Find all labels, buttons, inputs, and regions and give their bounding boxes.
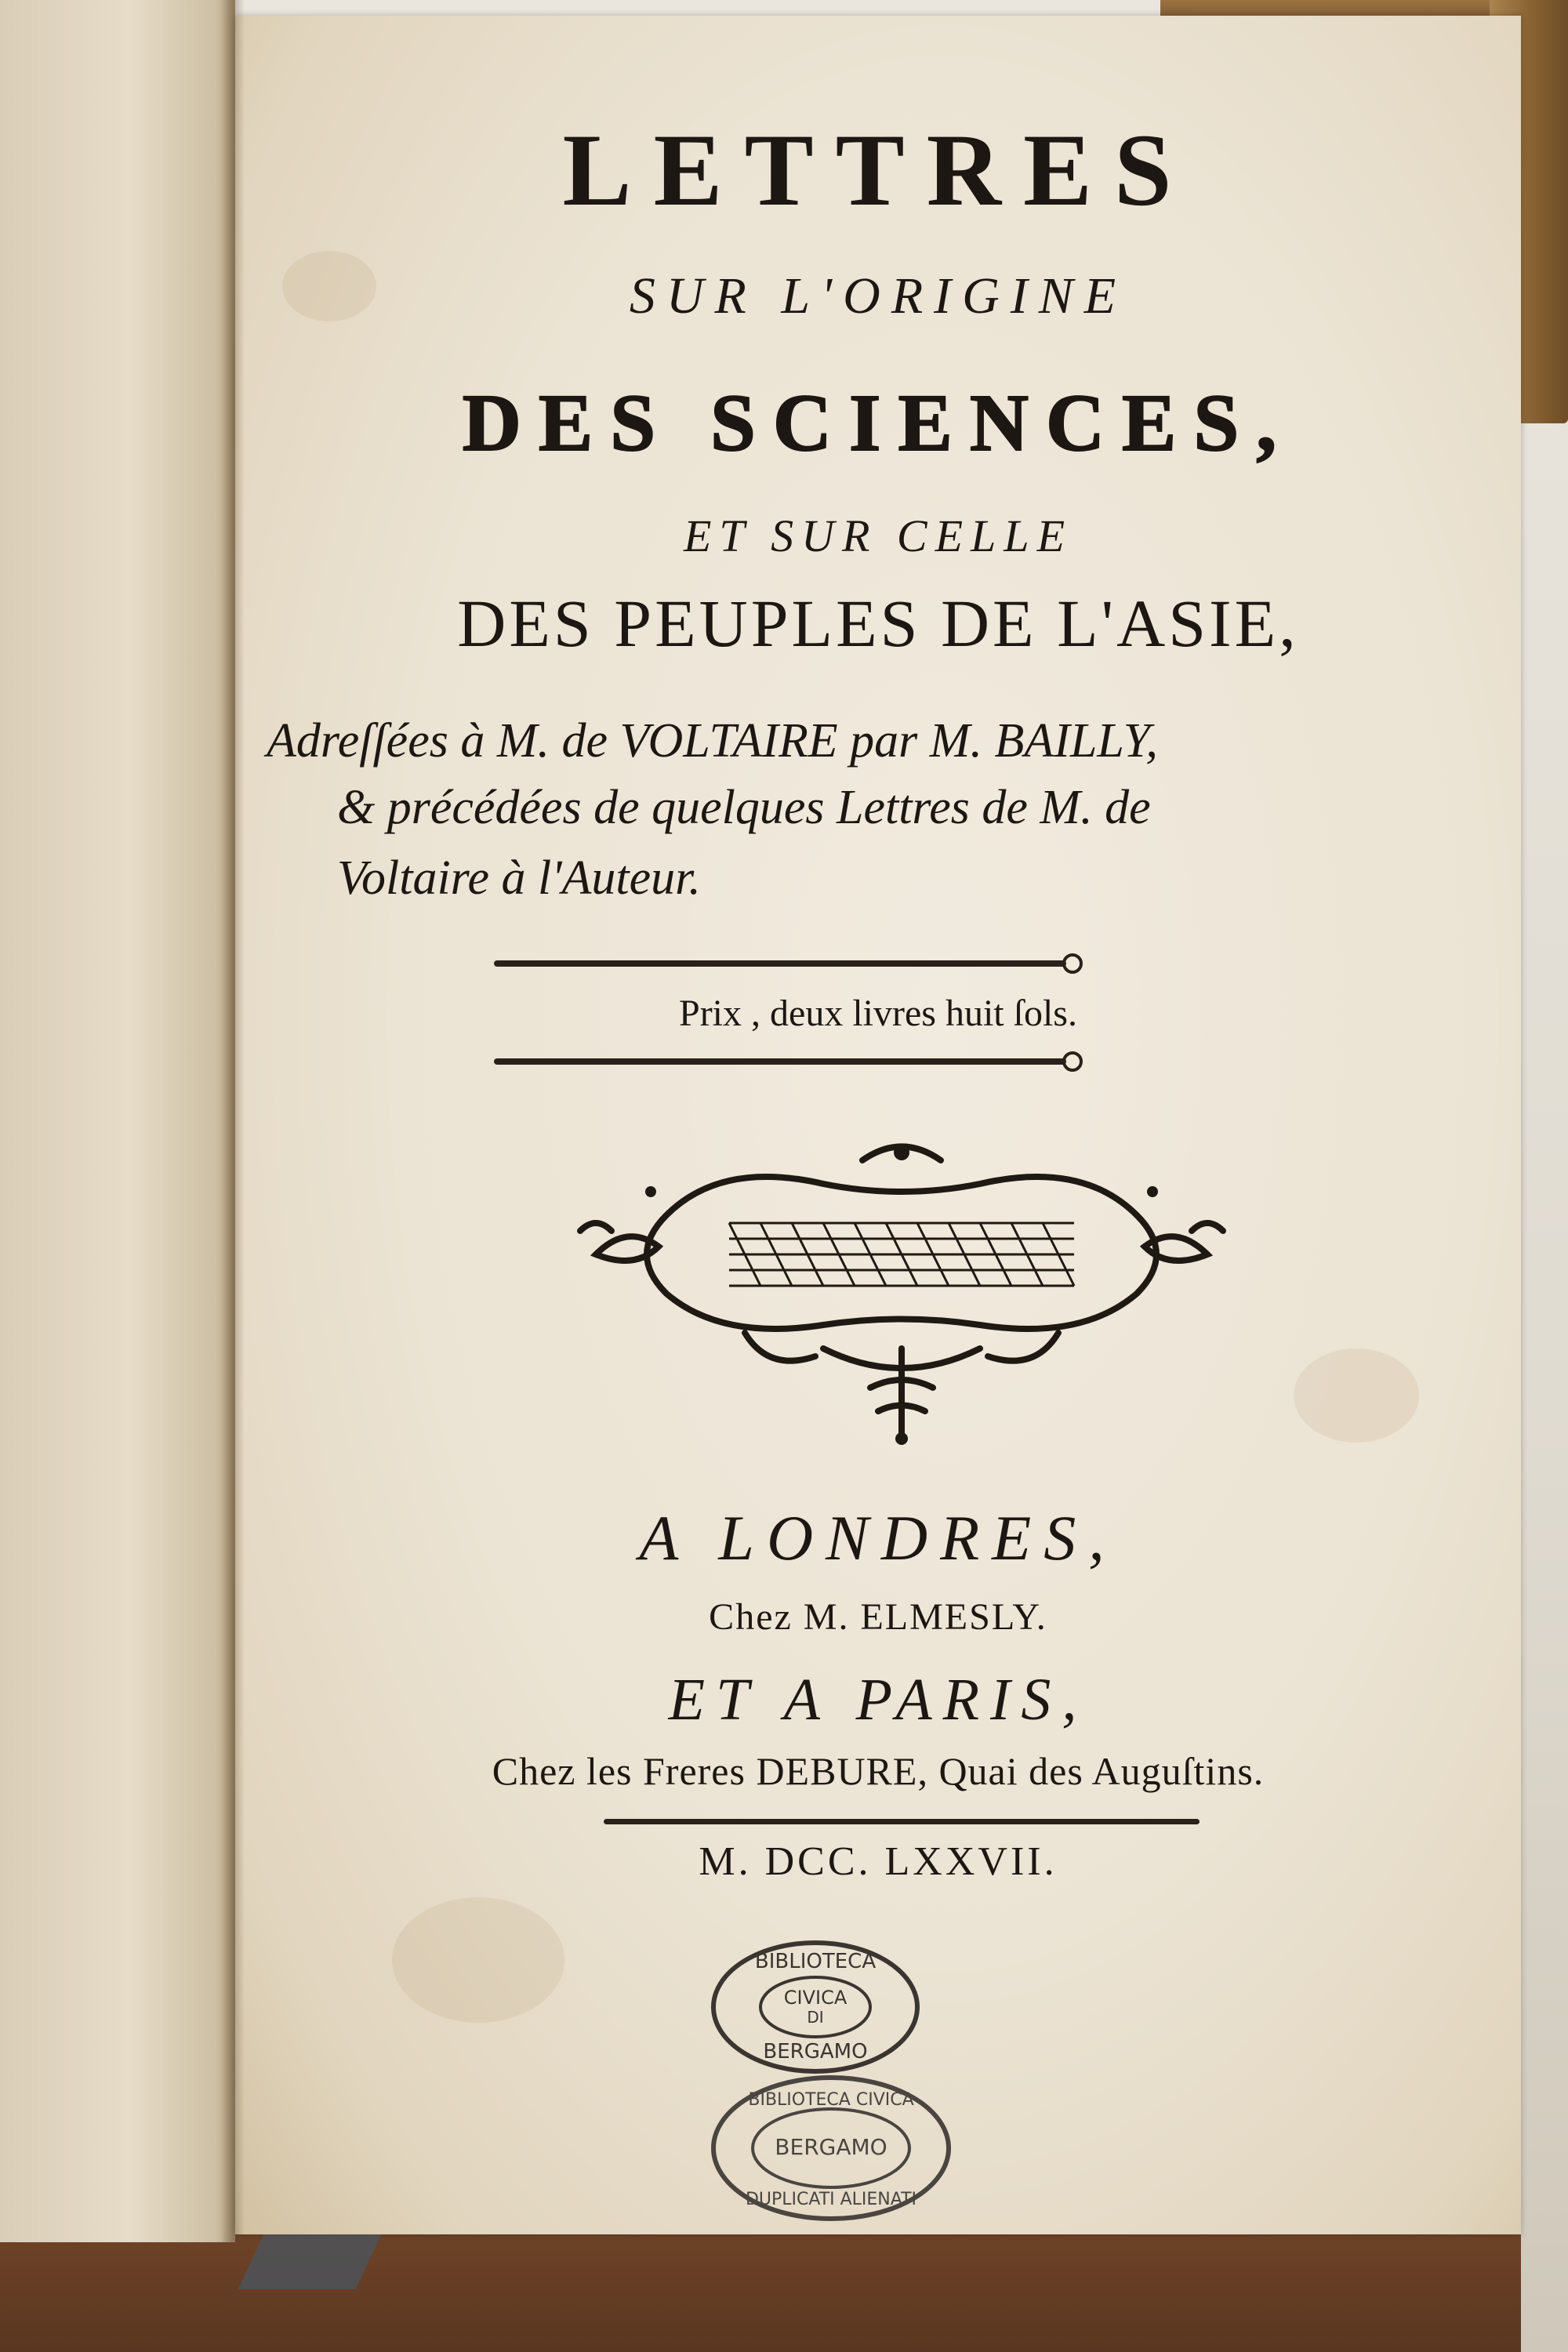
imprint-publisher-paris: Chez les Freres DEBURE, Quai des Auguſtins. [492, 1749, 1265, 1793]
price-rule-bottom [494, 1058, 1066, 1065]
title: LETTRES [562, 112, 1194, 227]
library-stamp-duplicate [706, 2070, 956, 2227]
rule-ornament [1062, 1051, 1083, 1072]
price-rule-top [494, 960, 1066, 967]
dedication-line-1: Adreſſées à M. de VOLTAIRE par M. BAILLY, [267, 714, 1158, 768]
svg-text:DI: DI [807, 2008, 824, 2027]
dedication-line-3: Voltaire à l'Auteur. [337, 851, 701, 905]
imprint-publisher-london: Chez M. ELMESLY. [709, 1596, 1047, 1638]
subtitle-line-2: DES SCIENCES, [462, 378, 1294, 468]
subtitle-line-1: SUR L'ORIGINE [629, 267, 1127, 325]
svg-text:BIBLIOTECA: BIBLIOTECA [754, 1950, 877, 1973]
left-page [0, 0, 235, 2242]
subtitle-line-4: DES PEUPLES DE L'ASIE, [457, 586, 1299, 661]
publication-date: M. DCC. LXXVII. [699, 1839, 1058, 1884]
price: Prix , deux livres huit ſols. [679, 993, 1077, 1034]
svg-text:CIVICA: CIVICA [783, 1987, 848, 2009]
printer-ornament [564, 1137, 1239, 1450]
subtitle-line-3: ET SUR CELLE [683, 510, 1073, 561]
svg-text:BERGAMO: BERGAMO [763, 2040, 868, 2063]
rule-ornament [1062, 953, 1083, 974]
title-page [235, 16, 1521, 2234]
svg-text:BIBLIOTECA CIVICA: BIBLIOTECA CIVICA [748, 2090, 914, 2110]
page-gutter [221, 0, 245, 2242]
date-rule [604, 1819, 1200, 1824]
imprint-city-london: A LONDRES, [639, 1502, 1117, 1573]
svg-text:BERGAMO: BERGAMO [775, 2134, 887, 2160]
dedication-line-2: & précédées de quelques Lettres de M. de [337, 781, 1151, 834]
library-stamp-civica [706, 1936, 925, 2078]
svg-text:DUPLICATI ALIENATI: DUPLICATI ALIENATI [745, 2190, 917, 2209]
imprint-city-paris: ET A PARIS, [668, 1667, 1088, 1733]
